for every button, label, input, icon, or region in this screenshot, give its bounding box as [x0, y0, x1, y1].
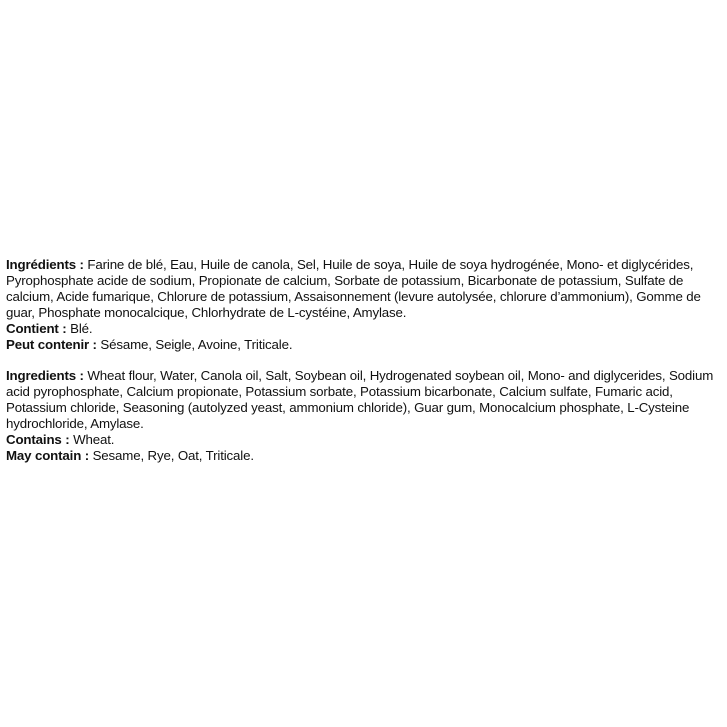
french-ingredient-label [6, 257, 724, 353]
french-may-contain-paragraph [6, 337, 724, 353]
french-ingredients-text: Farine de blé, Eau, Huile de canola, Sel, Huile de soya, Huile de soya hydrogénée, Mono- et diglycérides, Pyrophosphate acide de sodium, Propionate de calcium, Sorbate de potassium, Bicarbonate de potassium, Sulfate de calcium, Acide fumarique, Chlorure de potassium, Assaisonnement (levure autolysée, chlorure d’ammonium), Gomme de guar, Phosphate monocalcique, Chlorhydrate de L-cystéine, Amylase. [6, 257, 701, 320]
french-contains-text: Blé. [70, 321, 93, 336]
english-contains-text: Wheat. [73, 432, 115, 447]
french-ingredients-paragraph [6, 257, 724, 321]
english-may-contain-text: Sesame, Rye, Oat, Triticale. [92, 448, 254, 463]
french-contains-heading: Contient : [6, 321, 67, 336]
english-contains-paragraph [6, 432, 724, 448]
french-may-contain-text: Sésame, Seigle, Avoine, Triticale. [100, 337, 293, 352]
english-ingredient-label [6, 368, 724, 464]
english-contains-heading: Contains : [6, 432, 70, 447]
english-ingredients-text: Wheat flour, Water, Canola oil, Salt, Soybean oil, Hydrogenated soybean oil, Mono- and diglycerides, Sodium acid pyrophosphate, Calcium propionate, Potassium sorbate, Potassium bicarbonate, Calcium sulfate, Fumaric acid, Potassium chloride, Seasoning (autolyzed yeast, ammonium chloride), Guar gum, Monocalcium phosphate, L-Cysteine hydrochloride, Amylase. [6, 368, 714, 431]
english-may-contain-heading: May contain : [6, 448, 90, 463]
french-contains-paragraph [6, 321, 724, 337]
english-ingredients-heading: Ingredients : [6, 368, 84, 383]
english-may-contain-paragraph [6, 448, 724, 464]
french-ingredients-heading: Ingrédients : [6, 257, 84, 272]
english-ingredients-paragraph [6, 368, 724, 432]
french-may-contain-heading: Peut contenir : [6, 337, 97, 352]
